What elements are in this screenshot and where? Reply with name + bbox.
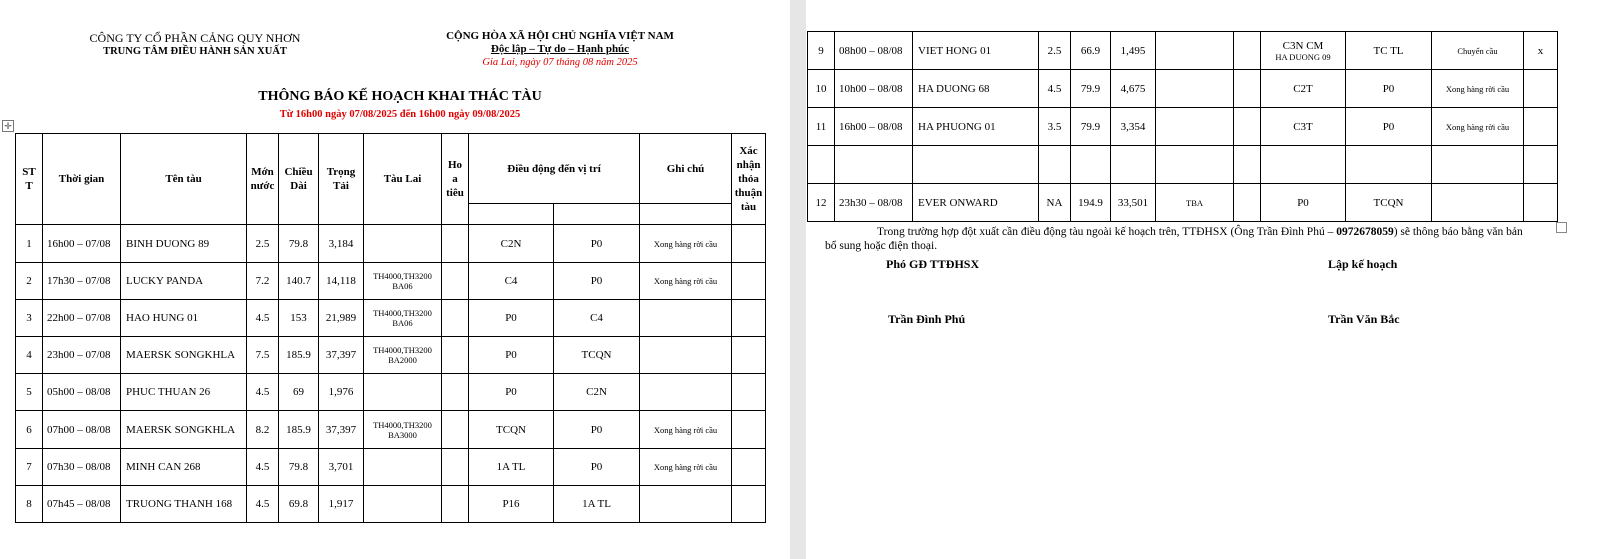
cell-draft: 4.5 [247, 449, 279, 486]
cell-tug: TH4000,TH3200 BA06 [364, 263, 442, 300]
header-stt: ST T [16, 134, 43, 225]
national-motto: Độc lập – Tự do – Hạnh phúc [490, 43, 630, 55]
cell-note [640, 374, 732, 411]
header-tug: Tàu Lai [364, 134, 442, 225]
cell-pilot [442, 337, 469, 374]
table-row [16, 225, 766, 263]
cell-to: C4 [554, 300, 640, 337]
table-row [16, 411, 766, 449]
company-header [60, 32, 330, 58]
cell-confirm [732, 225, 766, 263]
cell-tonnage: 21,989 [319, 300, 364, 337]
ship-plan-table [15, 133, 766, 523]
cell-note [1432, 184, 1524, 222]
cell-time: 17h30 – 07/08 [43, 263, 121, 300]
cell-note [640, 486, 732, 523]
cell-tonnage: 3,354 [1111, 108, 1156, 146]
cell-to: P0 [554, 225, 640, 263]
cell-to: C2N [554, 374, 640, 411]
table-row [808, 70, 1558, 108]
header-note: Ghi chú [640, 134, 732, 204]
cell-confirm: x [1524, 32, 1558, 70]
cell-draft: 2.5 [1039, 32, 1071, 70]
cell-stt: 3 [16, 300, 43, 337]
cell-time: 08h00 – 08/08 [835, 32, 913, 70]
cell-length: 69.8 [279, 486, 319, 523]
cell-length: 140.7 [279, 263, 319, 300]
department-name: TRUNG TÂM ĐIỀU HÀNH SẢN XUẤT [103, 46, 287, 57]
cell-from-extra: HA DUONG 09 [1275, 51, 1331, 62]
cell-tug: TBA [1156, 184, 1234, 222]
cell-length [1071, 146, 1111, 184]
cell-length: 185.9 [279, 337, 319, 374]
cell-pilot [442, 449, 469, 486]
cell-tug [1156, 146, 1234, 184]
cell-length: 185.9 [279, 411, 319, 449]
cell-from: C2T [1261, 70, 1346, 108]
table-resize-handle-icon[interactable] [1556, 222, 1567, 233]
cell-from: P0 [469, 374, 554, 411]
cell-tonnage: 37,397 [319, 411, 364, 449]
header-ship-name: Tên tàu [121, 134, 247, 225]
cell-note: Xong hàng rời cầu [1432, 108, 1524, 146]
cell-confirm [732, 449, 766, 486]
cell-pilot [1234, 32, 1261, 70]
header-length: Chiều Dài [279, 134, 319, 225]
cell-tug: TH4000,TH3200 BA3000 [364, 411, 442, 449]
cell-stt: 4 [16, 337, 43, 374]
header-from-blank [469, 204, 554, 225]
cell-pilot [442, 225, 469, 263]
cell-tonnage: 1,917 [319, 486, 364, 523]
cell-stt [808, 146, 835, 184]
cell-draft: 3.5 [1039, 108, 1071, 146]
cell-pilot [442, 486, 469, 523]
cell-tug [1156, 32, 1234, 70]
cell-from: TCQN [469, 411, 554, 449]
table-row [16, 486, 766, 523]
cell-tug [364, 449, 442, 486]
cell-stt: 11 [808, 108, 835, 146]
cell-stt: 5 [16, 374, 43, 411]
table-row [16, 337, 766, 374]
header-confirm: Xác nhận thỏa thuận tàu [732, 134, 766, 225]
cell-to [1346, 146, 1432, 184]
cell-time: 10h00 – 08/08 [835, 70, 913, 108]
cell-note [640, 300, 732, 337]
cell-to: 1A TL [554, 486, 640, 523]
document-title: THÔNG BÁO KẾ HOẠCH KHAI THÁC TÀU [258, 89, 542, 104]
table-row [808, 146, 1558, 184]
cell-pilot [1234, 184, 1261, 222]
company-name: CÔNG TY CỔ PHẦN CẢNG QUY NHƠN [89, 31, 301, 45]
cell-tonnage: 33,501 [1111, 184, 1156, 222]
cell-confirm [1524, 108, 1558, 146]
cell-stt: 6 [16, 411, 43, 449]
cell-tonnage: 37,397 [319, 337, 364, 374]
cell-from: C3T [1261, 108, 1346, 146]
header-time: Thời gian [43, 134, 121, 225]
footer-note [825, 225, 1525, 253]
cell-draft: 8.2 [247, 411, 279, 449]
cell-from: C4 [469, 263, 554, 300]
cell-length: 79.8 [279, 225, 319, 263]
cell-ship [913, 146, 1039, 184]
cell-to: TCQN [554, 337, 640, 374]
cell-ship: PHUC THUAN 26 [121, 374, 247, 411]
header-move-to: Điều động đến vị trí [469, 134, 640, 204]
cell-confirm [1524, 146, 1558, 184]
cell-confirm [732, 300, 766, 337]
footer-note-phone: 0972678059 [1336, 226, 1394, 238]
document-date: Gia Lai, ngày 07 tháng 08 năm 2025 [482, 57, 638, 68]
cell-length: 79.8 [279, 449, 319, 486]
cell-confirm [1524, 70, 1558, 108]
cell-to: P0 [554, 449, 640, 486]
table-row [808, 184, 1558, 222]
cell-stt: 1 [16, 225, 43, 263]
cell-note [1432, 146, 1524, 184]
cell-draft: 4.5 [247, 300, 279, 337]
cell-pilot [442, 300, 469, 337]
cell-tonnage: 4,675 [1111, 70, 1156, 108]
cell-note [640, 337, 732, 374]
cell-from-main: C3N CM [1282, 39, 1324, 52]
cell-from [1261, 32, 1346, 70]
cell-to: TCQN [1346, 184, 1432, 222]
cell-time: 07h45 – 08/08 [43, 486, 121, 523]
table-row [808, 32, 1558, 70]
cell-from: 1A TL [469, 449, 554, 486]
cell-stt: 12 [808, 184, 835, 222]
cell-ship: MINH CAN 268 [121, 449, 247, 486]
cell-from: P16 [469, 486, 554, 523]
cell-tonnage [1111, 146, 1156, 184]
signature-right-name: Trần Văn Bắc [1328, 312, 1400, 326]
cell-draft: NA [1039, 184, 1071, 222]
cell-tug [364, 374, 442, 411]
cell-ship: BINH DUONG 89 [121, 225, 247, 263]
cell-stt: 2 [16, 263, 43, 300]
cell-pilot [442, 411, 469, 449]
cell-pilot [1234, 70, 1261, 108]
cell-draft: 4.5 [1039, 70, 1071, 108]
cell-note: Chuyển cầu [1432, 32, 1524, 70]
cell-ship: HA PHUONG 01 [913, 108, 1039, 146]
cell-pilot [1234, 146, 1261, 184]
cell-time [835, 146, 913, 184]
cell-draft: 4.5 [247, 486, 279, 523]
cell-ship: MAERSK SONGKHLA [121, 411, 247, 449]
cell-note: Xong hàng rời cầu [640, 225, 732, 263]
cell-tug [364, 225, 442, 263]
cell-to: TC TL [1346, 32, 1432, 70]
cell-draft [1039, 146, 1071, 184]
cell-tonnage: 3,701 [319, 449, 364, 486]
cell-tug [1156, 70, 1234, 108]
cell-stt: 9 [808, 32, 835, 70]
cell-note: Xong hàng rời cầu [640, 263, 732, 300]
cell-time: 16h00 – 07/08 [43, 225, 121, 263]
header-note-blank [640, 204, 732, 225]
cell-tug [364, 486, 442, 523]
cell-confirm [732, 411, 766, 449]
cell-from: P0 [1261, 184, 1346, 222]
signature-left-name: Trần Đình Phú [888, 312, 966, 326]
table-row [16, 374, 766, 411]
cell-confirm [732, 263, 766, 300]
cell-length: 79.9 [1071, 108, 1111, 146]
header-pilot: Ho a tiêu [442, 134, 469, 225]
footer-note-text-2: ) sẽ thông báo bằng văn bản bổ sung hoặc điện thoại. [825, 226, 1523, 252]
cell-stt: 8 [16, 486, 43, 523]
cell-draft: 4.5 [247, 374, 279, 411]
cell-to: P0 [1346, 70, 1432, 108]
cell-to: P0 [554, 411, 640, 449]
signature-left-role: Phó GĐ TTĐHSX [886, 257, 980, 271]
cell-length: 79.9 [1071, 70, 1111, 108]
cell-confirm [1524, 184, 1558, 222]
cell-length: 194.9 [1071, 184, 1111, 222]
cell-tug: TH4000,TH3200 BA06 [364, 300, 442, 337]
header-draft: Mớn nước [247, 134, 279, 225]
cell-ship: HAO HUNG 01 [121, 300, 247, 337]
cell-ship: VIET HONG 01 [913, 32, 1039, 70]
cell-time: 23h30 – 08/08 [835, 184, 913, 222]
cell-to: P0 [1346, 108, 1432, 146]
table-row [16, 300, 766, 337]
cell-to: P0 [554, 263, 640, 300]
cell-note: Xong hàng rời cầu [640, 449, 732, 486]
document-page-1 [0, 0, 790, 559]
table-row [16, 263, 766, 300]
cell-stt: 7 [16, 449, 43, 486]
cell-draft: 2.5 [247, 225, 279, 263]
cell-tug [1156, 108, 1234, 146]
cell-confirm [732, 374, 766, 411]
cell-ship: EVER ONWARD [913, 184, 1039, 222]
cell-length: 69 [279, 374, 319, 411]
ship-plan-table-continued [807, 31, 1558, 222]
table-move-handle-icon[interactable]: ✛ [2, 120, 14, 132]
cell-time: 07h00 – 08/08 [43, 411, 121, 449]
table-row [16, 449, 766, 486]
cell-note: Xong hàng rời cầu [1432, 70, 1524, 108]
cell-from: P0 [469, 300, 554, 337]
cell-from: C2N [469, 225, 554, 263]
cell-pilot [442, 374, 469, 411]
cell-length: 66.9 [1071, 32, 1111, 70]
footer-note-text-1: Trong trường hợp đột xuất cần điều động tàu ngoài kế hoạch trên, TTĐHSX (Ông Trần Đình Phú – [877, 226, 1337, 238]
cell-time: 07h30 – 08/08 [43, 449, 121, 486]
cell-ship: MAERSK SONGKHLA [121, 337, 247, 374]
cell-time: 22h00 – 07/08 [43, 300, 121, 337]
cell-tonnage: 1,976 [319, 374, 364, 411]
cell-draft: 7.5 [247, 337, 279, 374]
cell-confirm [732, 337, 766, 374]
cell-tonnage: 14,118 [319, 263, 364, 300]
cell-time: 16h00 – 08/08 [835, 108, 913, 146]
cell-from: P0 [469, 337, 554, 374]
header-tonnage: Trọng Tải [319, 134, 364, 225]
cell-note: Xong hàng rời cầu [640, 411, 732, 449]
cell-time: 23h00 – 07/08 [43, 337, 121, 374]
cell-ship: LUCKY PANDA [121, 263, 247, 300]
cell-pilot [1234, 108, 1261, 146]
cell-tonnage: 3,184 [319, 225, 364, 263]
cell-from [1261, 146, 1346, 184]
cell-tonnage: 1,495 [1111, 32, 1156, 70]
table-row [808, 108, 1558, 146]
document-period: Từ 16h00 ngày 07/08/2025 đến 16h00 ngày 09/08/2025 [279, 109, 521, 120]
cell-draft: 7.2 [247, 263, 279, 300]
national-header [430, 30, 690, 69]
cell-stt: 10 [808, 70, 835, 108]
cell-tug: TH4000,TH3200 BA2000 [364, 337, 442, 374]
cell-length: 153 [279, 300, 319, 337]
cell-pilot [442, 263, 469, 300]
cell-time: 05h00 – 08/08 [43, 374, 121, 411]
national-title: CỘNG HÒA XÃ HỘI CHỦ NGHĨA VIỆT NAM [446, 30, 674, 42]
cell-ship: HA DUONG 68 [913, 70, 1039, 108]
cell-confirm [732, 486, 766, 523]
header-to-blank [554, 204, 640, 225]
signature-right-role: Lập kế hoạch [1328, 257, 1398, 271]
cell-ship: TRUONG THANH 168 [121, 486, 247, 523]
